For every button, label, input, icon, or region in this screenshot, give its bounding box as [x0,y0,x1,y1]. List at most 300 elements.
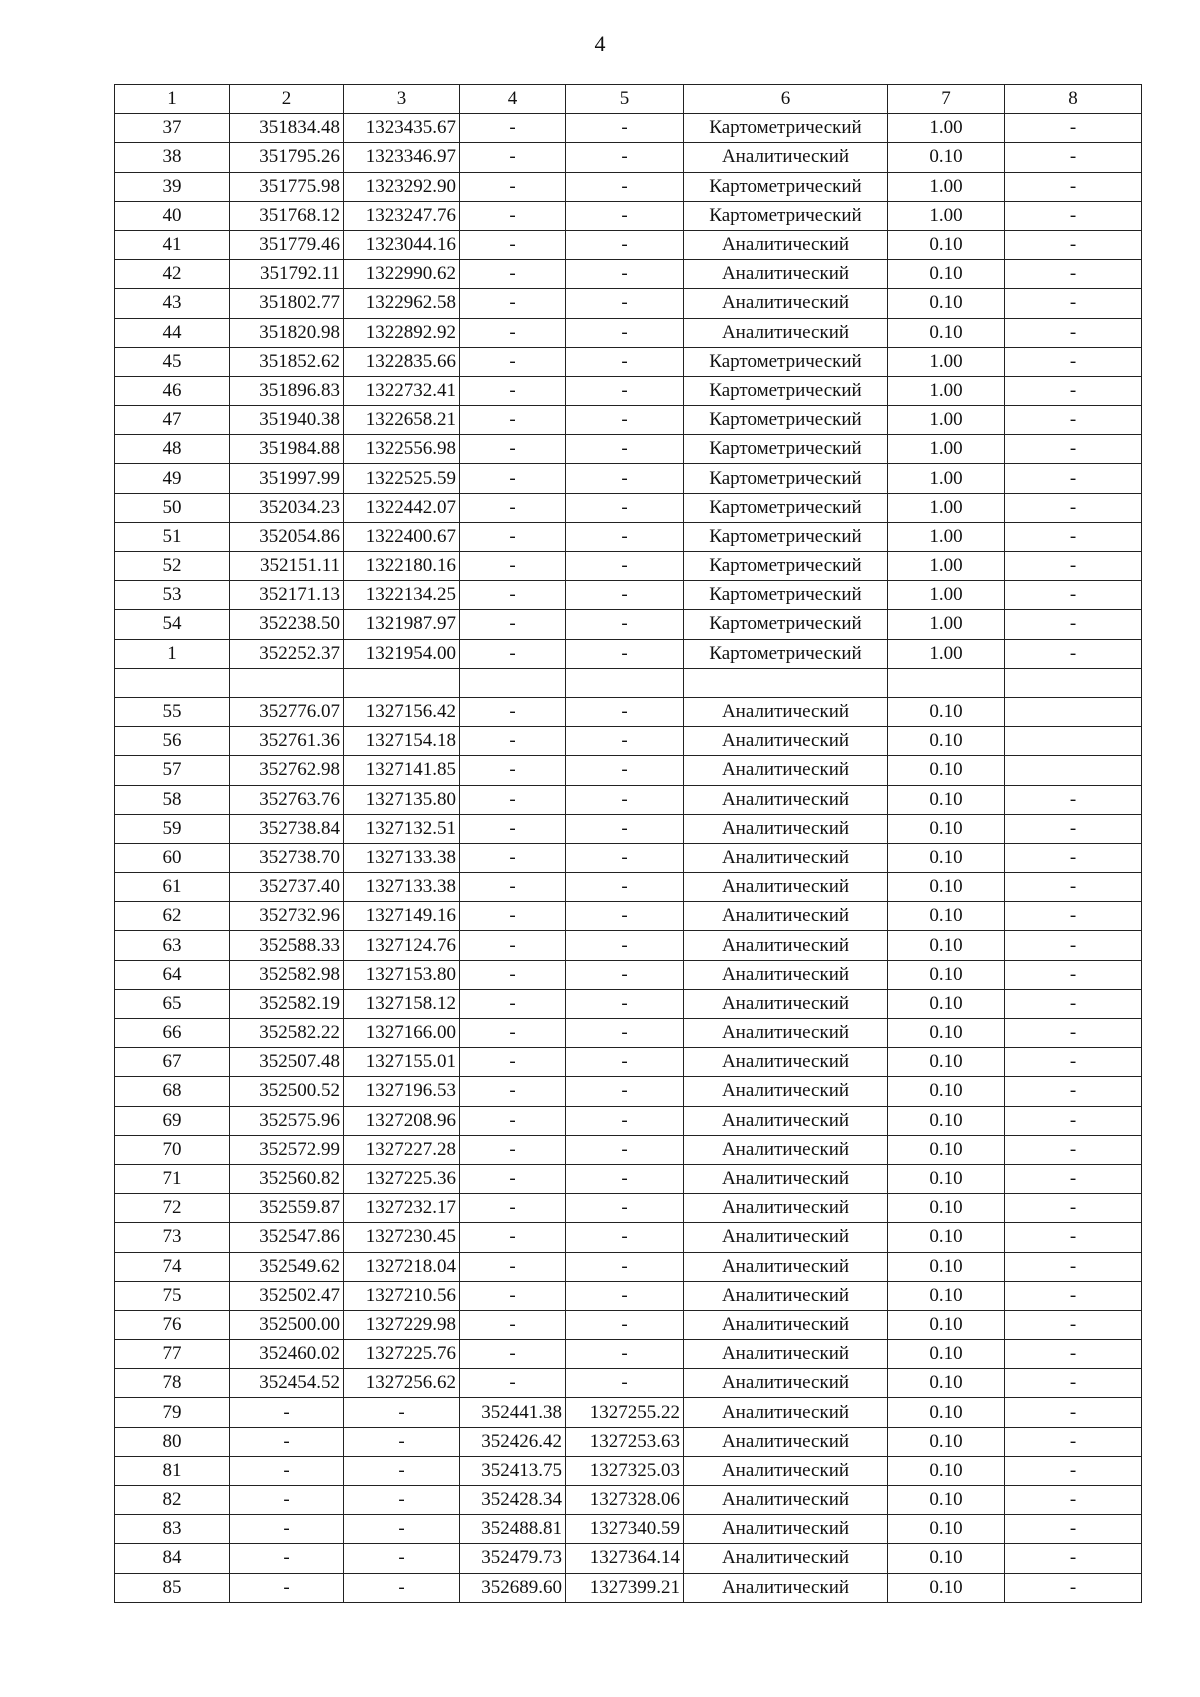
table-row [115,1223,1142,1252]
header-cell-2: 2 [230,85,344,114]
header-cell-3: 3 [344,85,460,114]
table-row [115,260,1142,289]
cell-description: - [1005,1515,1142,1544]
cell-method: Аналитический [684,989,888,1018]
header-cell-8: 8 [1005,85,1142,114]
cell-y-existing: 1322442.07 [344,493,460,522]
cell-x-existing: 352738.70 [230,843,344,872]
cell-y-refined [566,668,684,697]
table-row [115,1515,1142,1544]
table-row [115,1252,1142,1281]
cell-description: - [1005,1281,1142,1310]
cell-x-existing: 352582.98 [230,960,344,989]
cell-y-refined: - [566,1106,684,1135]
cell-accuracy: 0.10 [888,1310,1005,1339]
table-row [115,1456,1142,1485]
cell-x-existing: 352738.84 [230,814,344,843]
cell-accuracy: 0.10 [888,1077,1005,1106]
cell-accuracy: 0.10 [888,843,1005,872]
cell-y-refined: - [566,1048,684,1077]
cell-point-number: 1 [115,639,230,668]
cell-x-existing: 352582.22 [230,1019,344,1048]
cell-accuracy: 0.10 [888,873,1005,902]
cell-y-refined: - [566,464,684,493]
cell-x-refined: - [460,406,566,435]
table-row [115,1281,1142,1310]
cell-y-existing: 1322990.62 [344,260,460,289]
cell-x-existing: 351984.88 [230,435,344,464]
cell-description: - [1005,902,1142,931]
table-row [115,873,1142,902]
cell-y-existing: - [344,1398,460,1427]
cell-description: - [1005,931,1142,960]
cell-y-refined: - [566,201,684,230]
cell-method: Аналитический [684,902,888,931]
table-row [115,727,1142,756]
cell-method: Аналитический [684,814,888,843]
cell-x-refined: 352689.60 [460,1573,566,1602]
cell-y-existing: 1327153.80 [344,960,460,989]
cell-method: Картометрический [684,347,888,376]
cell-method: Аналитический [684,697,888,726]
cell-y-refined: - [566,1252,684,1281]
cell-accuracy: 0.10 [888,1398,1005,1427]
cell-y-existing: 1327135.80 [344,785,460,814]
cell-y-existing: 1322134.25 [344,581,460,610]
cell-x-existing: 352763.76 [230,785,344,814]
cell-point-number: 72 [115,1194,230,1223]
cell-y-refined: - [566,785,684,814]
cell-x-refined: - [460,1369,566,1398]
cell-accuracy: 0.10 [888,1544,1005,1573]
cell-point-number: 43 [115,289,230,318]
cell-x-existing: 351834.48 [230,114,344,143]
cell-x-existing: - [230,1573,344,1602]
table-row [115,493,1142,522]
cell-accuracy: 1.00 [888,114,1005,143]
cell-y-existing: 1321987.97 [344,610,460,639]
table-row [115,1486,1142,1515]
cell-x-refined: - [460,1135,566,1164]
cell-x-existing: 352238.50 [230,610,344,639]
cell-accuracy: 1.00 [888,610,1005,639]
cell-x-existing: - [230,1486,344,1515]
table-row [115,1106,1142,1135]
cell-method: Картометрический [684,522,888,551]
cell-point-number: 71 [115,1164,230,1193]
cell-y-existing: 1322962.58 [344,289,460,318]
cell-y-existing: 1322525.59 [344,464,460,493]
cell-description: - [1005,347,1142,376]
cell-y-refined: - [566,1194,684,1223]
table-row [115,552,1142,581]
cell-x-existing: 352171.13 [230,581,344,610]
cell-description: - [1005,1427,1142,1456]
table-row [115,639,1142,668]
cell-y-existing: - [344,1486,460,1515]
cell-y-existing: 1327149.16 [344,902,460,931]
cell-y-refined: - [566,1223,684,1252]
cell-description: - [1005,260,1142,289]
cell-point-number: 62 [115,902,230,931]
cell-x-refined: - [460,376,566,405]
page-number: 4 [594,31,606,56]
cell-method: Аналитический [684,318,888,347]
cell-description: - [1005,493,1142,522]
cell-y-refined: - [566,727,684,756]
cell-description: - [1005,581,1142,610]
cell-y-existing: 1327133.38 [344,843,460,872]
cell-accuracy: 0.10 [888,1427,1005,1456]
cell-x-existing: 352151.11 [230,552,344,581]
cell-accuracy: 0.10 [888,1019,1005,1048]
cell-method: Аналитический [684,1544,888,1573]
cell-method: Аналитический [684,960,888,989]
cell-description: - [1005,610,1142,639]
cell-method: Аналитический [684,1281,888,1310]
cell-y-refined: 1327325.03 [566,1456,684,1485]
cell-x-existing: 352054.86 [230,522,344,551]
cell-method: Картометрический [684,639,888,668]
cell-x-existing: 352460.02 [230,1340,344,1369]
cell-y-refined: - [566,260,684,289]
cell-description: - [1005,1223,1142,1252]
cell-accuracy: 1.00 [888,406,1005,435]
cell-x-existing: 352252.37 [230,639,344,668]
cell-x-existing: 352762.98 [230,756,344,785]
cell-method: Аналитический [684,1573,888,1602]
cell-x-refined: - [460,1252,566,1281]
cell-y-refined: - [566,114,684,143]
cell-x-existing: 352500.00 [230,1310,344,1339]
cell-y-existing: 1327124.76 [344,931,460,960]
cell-description: - [1005,376,1142,405]
cell-point-number: 61 [115,873,230,902]
cell-description: - [1005,785,1142,814]
cell-y-existing: 1327227.28 [344,1135,460,1164]
cell-point-number: 48 [115,435,230,464]
cell-description: - [1005,960,1142,989]
cell-x-refined: - [460,931,566,960]
cell-description: - [1005,639,1142,668]
cell-method: Аналитический [684,1515,888,1544]
header-cell-5: 5 [566,85,684,114]
table-row [115,201,1142,230]
cell-y-refined: - [566,610,684,639]
cell-method: Аналитический [684,1135,888,1164]
cell-x-refined: - [460,552,566,581]
cell-accuracy: 1.00 [888,493,1005,522]
cell-accuracy: 0.10 [888,1223,1005,1252]
cell-accuracy: 0.10 [888,1515,1005,1544]
cell-y-refined: - [566,756,684,785]
cell-description: - [1005,843,1142,872]
cell-accuracy: 0.10 [888,697,1005,726]
cell-method: Аналитический [684,1252,888,1281]
coordinates-table [114,84,1142,1603]
cell-point-number: 83 [115,1515,230,1544]
table-row [115,1048,1142,1077]
cell-y-existing: 1327225.76 [344,1340,460,1369]
cell-method: Картометрический [684,406,888,435]
cell-point-number: 69 [115,1106,230,1135]
cell-accuracy: 0.10 [888,230,1005,259]
cell-accuracy: 0.10 [888,1106,1005,1135]
cell-y-refined: - [566,873,684,902]
cell-point-number: 80 [115,1427,230,1456]
cell-y-existing: - [344,1515,460,1544]
cell-y-refined: - [566,143,684,172]
table-row [115,1310,1142,1339]
cell-description: - [1005,1456,1142,1485]
cell-y-existing: 1327225.36 [344,1164,460,1193]
cell-method: Аналитический [684,143,888,172]
cell-accuracy: 1.00 [888,522,1005,551]
cell-x-refined: - [460,1340,566,1369]
cell-x-refined: - [460,697,566,726]
cell-x-refined: - [460,347,566,376]
cell-y-refined: - [566,1135,684,1164]
table-row [115,114,1142,143]
header-row [115,85,1142,114]
cell-y-existing: 1327166.00 [344,1019,460,1048]
cell-description: - [1005,1164,1142,1193]
cell-y-refined: - [566,289,684,318]
cell-accuracy: 0.10 [888,1340,1005,1369]
table-header [115,85,1142,114]
cell-accuracy: 0.10 [888,260,1005,289]
cell-y-refined: 1327399.21 [566,1573,684,1602]
cell-x-refined: - [460,260,566,289]
cell-accuracy: 1.00 [888,639,1005,668]
cell-method: Аналитический [684,1427,888,1456]
cell-x-refined: - [460,1048,566,1077]
cell-x-refined: - [460,639,566,668]
table-row [115,960,1142,989]
table-row [115,435,1142,464]
table-row [115,1340,1142,1369]
cell-x-existing: 352034.23 [230,493,344,522]
cell-point-number: 54 [115,610,230,639]
cell-accuracy: 0.10 [888,143,1005,172]
cell-x-refined: - [460,1077,566,1106]
cell-y-existing: 1327154.18 [344,727,460,756]
cell-method: Картометрический [684,201,888,230]
cell-description [1005,668,1142,697]
header-cell-7: 7 [888,85,1005,114]
cell-method: Аналитический [684,1398,888,1427]
cell-x-refined: - [460,1223,566,1252]
cell-y-existing: 1327229.98 [344,1310,460,1339]
cell-point-number: 82 [115,1486,230,1515]
cell-description: - [1005,172,1142,201]
cell-y-existing: 1327133.38 [344,873,460,902]
cell-accuracy: 0.10 [888,960,1005,989]
cell-point-number: 75 [115,1281,230,1310]
cell-method: Картометрический [684,581,888,610]
cell-y-existing: 1327210.56 [344,1281,460,1310]
cell-x-refined: - [460,201,566,230]
table-row [115,668,1142,697]
cell-point-number: 74 [115,1252,230,1281]
cell-description: - [1005,1106,1142,1135]
cell-method: Аналитический [684,1369,888,1398]
cell-x-existing: 352575.96 [230,1106,344,1135]
cell-y-refined: - [566,697,684,726]
table-row [115,610,1142,639]
cell-y-existing: 1327208.96 [344,1106,460,1135]
cell-y-existing: - [344,1456,460,1485]
cell-description: - [1005,552,1142,581]
cell-point-number: 39 [115,172,230,201]
cell-x-refined: - [460,114,566,143]
table-row [115,1019,1142,1048]
cell-y-existing: 1323247.76 [344,201,460,230]
table-row [115,1427,1142,1456]
cell-y-existing: 1323346.97 [344,143,460,172]
cell-x-refined: - [460,1310,566,1339]
cell-description: - [1005,873,1142,902]
cell-point-number: 56 [115,727,230,756]
cell-y-existing: 1322732.41 [344,376,460,405]
cell-x-refined: 352428.34 [460,1486,566,1515]
cell-accuracy: 0.10 [888,1456,1005,1485]
cell-x-refined: - [460,318,566,347]
table-body [115,114,1142,1603]
cell-method: Аналитический [684,1077,888,1106]
cell-method: Картометрический [684,552,888,581]
cell-x-existing: 352776.07 [230,697,344,726]
cell-x-existing: - [230,1398,344,1427]
cell-y-existing: 1327218.04 [344,1252,460,1281]
cell-method: Картометрический [684,493,888,522]
cell-y-existing: 1327256.62 [344,1369,460,1398]
table-row [115,756,1142,785]
cell-y-refined: - [566,1340,684,1369]
cell-y-existing: 1323044.16 [344,230,460,259]
cell-point-number: 84 [115,1544,230,1573]
cell-description: - [1005,318,1142,347]
cell-x-refined: - [460,1281,566,1310]
cell-method: Аналитический [684,1486,888,1515]
header-cell-4: 4 [460,85,566,114]
table-row [115,347,1142,376]
cell-method: Аналитический [684,843,888,872]
cell-y-existing: 1327156.42 [344,697,460,726]
cell-point-number [115,668,230,697]
cell-point-number: 65 [115,989,230,1018]
cell-accuracy: 0.10 [888,1194,1005,1223]
cell-x-refined: - [460,289,566,318]
cell-x-existing: 352559.87 [230,1194,344,1223]
cell-description: - [1005,1019,1142,1048]
cell-y-refined: - [566,435,684,464]
cell-method: Картометрический [684,464,888,493]
cell-y-refined: 1327340.59 [566,1515,684,1544]
cell-method: Аналитический [684,1048,888,1077]
cell-y-refined: - [566,230,684,259]
cell-x-existing: 352502.47 [230,1281,344,1310]
table-row [115,406,1142,435]
cell-x-existing: 351997.99 [230,464,344,493]
cell-y-refined: - [566,172,684,201]
cell-y-existing: - [344,1544,460,1573]
cell-x-refined: - [460,1164,566,1193]
cell-point-number: 42 [115,260,230,289]
cell-accuracy: 0.10 [888,1048,1005,1077]
cell-description: - [1005,406,1142,435]
cell-point-number: 44 [115,318,230,347]
cell-x-refined: 352479.73 [460,1544,566,1573]
cell-x-existing: 351940.38 [230,406,344,435]
cell-accuracy: 0.10 [888,1281,1005,1310]
cell-y-refined: - [566,347,684,376]
cell-x-refined: 352488.81 [460,1515,566,1544]
cell-y-refined: - [566,989,684,1018]
cell-accuracy: 1.00 [888,347,1005,376]
cell-point-number: 76 [115,1310,230,1339]
cell-y-refined: - [566,843,684,872]
table-row [115,289,1142,318]
cell-method: Аналитический [684,785,888,814]
cell-method: Аналитический [684,931,888,960]
cell-accuracy: 0.10 [888,989,1005,1018]
cell-description: - [1005,989,1142,1018]
cell-y-existing: 1327232.17 [344,1194,460,1223]
cell-x-existing: - [230,1427,344,1456]
cell-accuracy [888,668,1005,697]
cell-description: - [1005,464,1142,493]
cell-method: Аналитический [684,727,888,756]
cell-accuracy: 0.10 [888,931,1005,960]
cell-x-existing: 352547.86 [230,1223,344,1252]
cell-description: - [1005,1340,1142,1369]
cell-accuracy: 1.00 [888,552,1005,581]
cell-description: - [1005,1544,1142,1573]
cell-x-refined: - [460,143,566,172]
table-row [115,1135,1142,1164]
cell-description: - [1005,201,1142,230]
cell-y-refined: - [566,581,684,610]
cell-x-existing: 352761.36 [230,727,344,756]
cell-y-existing: - [344,1573,460,1602]
cell-method: Аналитический [684,289,888,318]
cell-point-number: 63 [115,931,230,960]
cell-accuracy: 0.10 [888,1486,1005,1515]
cell-accuracy: 0.10 [888,727,1005,756]
cell-x-refined: 352426.42 [460,1427,566,1456]
cell-y-refined: - [566,639,684,668]
cell-method: Аналитический [684,230,888,259]
cell-x-existing: 351802.77 [230,289,344,318]
cell-description: - [1005,1194,1142,1223]
cell-x-existing: 352572.99 [230,1135,344,1164]
cell-point-number: 79 [115,1398,230,1427]
cell-x-existing: 352454.52 [230,1369,344,1398]
cell-x-refined: - [460,727,566,756]
table-row [115,318,1142,347]
cell-y-existing: 1327196.53 [344,1077,460,1106]
cell-point-number: 70 [115,1135,230,1164]
table-row [115,902,1142,931]
cell-description: - [1005,1135,1142,1164]
cell-accuracy: 1.00 [888,464,1005,493]
cell-x-refined: - [460,464,566,493]
cell-x-refined: - [460,581,566,610]
cell-method: Аналитический [684,260,888,289]
cell-y-existing: 1322835.66 [344,347,460,376]
cell-point-number: 66 [115,1019,230,1048]
